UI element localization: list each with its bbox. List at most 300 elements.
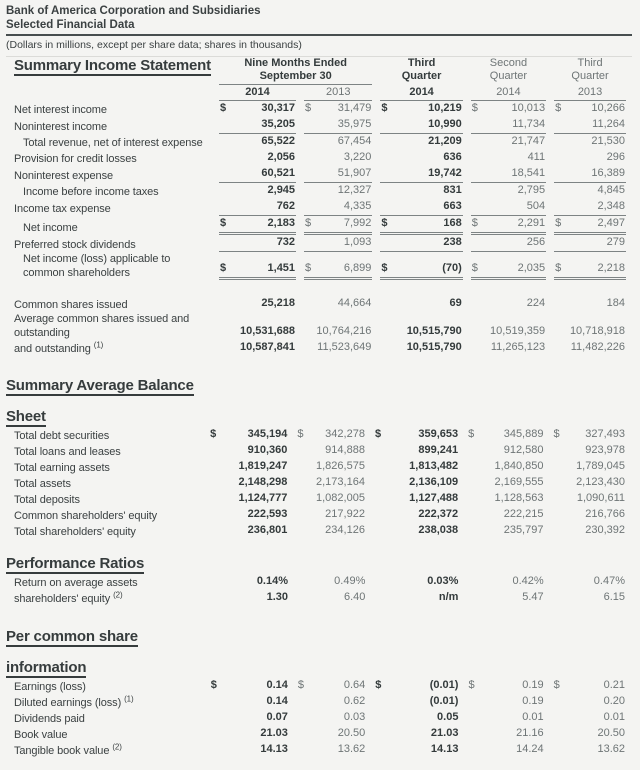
value-cell (467, 507, 544, 523)
year-label: 2013 (325, 86, 351, 98)
value-cell (554, 150, 626, 166)
row-label (14, 696, 202, 710)
value-cell (374, 475, 459, 491)
value-cell (552, 523, 626, 539)
year-label: 2014 (496, 86, 521, 98)
value (380, 101, 462, 117)
value-cell (471, 280, 546, 312)
value-number: 13.62 (597, 743, 625, 755)
value (304, 216, 372, 235)
value (552, 523, 626, 539)
value-number: 222,372 (418, 508, 459, 520)
value (380, 296, 462, 312)
value-cell (304, 340, 372, 356)
row-label (14, 509, 201, 523)
third-quarter-2014-header-line1: Third (407, 57, 436, 69)
value-cell (304, 199, 372, 216)
value-cell (554, 101, 626, 117)
row-label-cell (14, 694, 202, 710)
row-label-cell (14, 150, 211, 166)
row-label-line1: Total debt securities (14, 430, 110, 442)
value-cell (219, 117, 296, 134)
dollar-sign: $ (219, 217, 227, 229)
value (374, 726, 459, 742)
row-label (14, 445, 201, 459)
row-label-cell (14, 312, 211, 340)
row-label-line1: Total earning assets (14, 462, 110, 474)
section-heading-text: Sheet (6, 408, 46, 425)
value (209, 443, 288, 459)
second-quarter-2014-header-line2: Quarter (489, 70, 528, 82)
value (554, 296, 626, 312)
value-cell (380, 280, 462, 312)
value-cell (471, 150, 546, 166)
value (304, 117, 372, 134)
value-number: 20.50 (597, 727, 625, 739)
dollar-sign: $ (219, 102, 227, 114)
value-number: 69 (449, 297, 462, 309)
third-quarter-2014-header-cell (380, 57, 462, 85)
table-row (14, 216, 626, 235)
value (554, 150, 626, 166)
footnote-marker: (2) (113, 590, 123, 600)
value (471, 166, 546, 183)
row-label-line1: Common shares issued (14, 299, 128, 311)
value-cell (471, 216, 546, 235)
third-quarter-2013-header-cell (554, 57, 626, 85)
row-label-cell (14, 459, 201, 475)
value-cell (554, 134, 626, 150)
value-number: 1,127,488 (409, 492, 459, 504)
value-cell (374, 726, 459, 742)
row-label-cell (14, 523, 201, 539)
value (554, 324, 626, 340)
value-cell (471, 166, 546, 183)
value-cell (296, 459, 366, 475)
section-heading-text: Performance Ratios (6, 555, 145, 572)
value-cell (467, 491, 544, 507)
value-cell (374, 678, 459, 694)
value-number: 4,845 (597, 184, 625, 196)
value-cell (219, 150, 296, 166)
value-number: 2,123,430 (576, 476, 625, 488)
value-cell (554, 280, 626, 312)
value-number: 10,219 (428, 102, 462, 114)
table-row (14, 150, 626, 166)
section-heading-summary-income-statement (14, 57, 211, 76)
value (380, 183, 462, 199)
value (553, 742, 626, 758)
value (467, 523, 544, 539)
value-number: 30,317 (261, 102, 296, 114)
value-number: 21,747 (511, 135, 546, 147)
value (296, 475, 366, 491)
table-row (14, 590, 626, 606)
value-number: 222,215 (503, 508, 544, 520)
value-number: 2,056 (267, 151, 296, 163)
value-number: 327,493 (585, 428, 625, 440)
value-cell (554, 166, 626, 183)
value (219, 117, 296, 134)
value-number: 10,764,216 (316, 325, 372, 337)
value-cell (553, 694, 626, 710)
dollar-sign: $ (553, 428, 560, 440)
value (554, 166, 626, 183)
section-heading-text: information (6, 659, 87, 676)
value (552, 475, 626, 491)
row-label-line1: Noninterest expense (14, 170, 113, 182)
value (471, 235, 546, 252)
row-label-cell (14, 166, 211, 183)
value (304, 101, 372, 117)
row-label (14, 461, 201, 475)
value (209, 491, 288, 507)
value-cell (554, 117, 626, 134)
value-cell (554, 199, 626, 216)
value-cell (219, 235, 296, 252)
value (471, 150, 546, 166)
value (374, 475, 459, 491)
value-number: 11,734 (512, 118, 546, 130)
value (374, 523, 459, 539)
row-label-line1: Net income (loss) applicable to (23, 253, 171, 265)
table-row (14, 427, 626, 443)
value-cell (210, 678, 289, 694)
value (467, 694, 544, 710)
section-heading-text: Per common share (6, 628, 138, 645)
value-number: 51,907 (337, 167, 372, 179)
value-number: 0.47% (593, 575, 625, 587)
value (304, 296, 372, 312)
value-number: 279 (606, 236, 625, 248)
value-cell (554, 340, 626, 356)
dollar-sign: $ (471, 217, 478, 229)
dollar-sign: $ (305, 102, 312, 114)
section-heading-line (6, 555, 634, 574)
value-number: 10,013 (511, 102, 546, 114)
value (296, 427, 366, 443)
table-row (14, 199, 626, 216)
value-number: 16,389 (591, 167, 625, 179)
value-number: 0.20 (603, 695, 625, 707)
value (210, 590, 289, 606)
dollar-sign: $ (297, 679, 305, 691)
value-number: 4,335 (343, 200, 372, 212)
value (304, 183, 372, 199)
column-header-row (14, 57, 626, 85)
value-number: 18,541 (511, 167, 546, 179)
value (467, 427, 544, 443)
value-cell (471, 117, 546, 134)
value (553, 710, 626, 726)
row-label (14, 312, 211, 340)
value-number: 235,797 (503, 524, 544, 536)
value (209, 475, 288, 491)
value-number: 296 (606, 151, 625, 163)
value-number: 11,265,123 (490, 341, 546, 353)
value-cell (552, 507, 626, 523)
row-label-cell (14, 183, 211, 199)
value-cell (553, 742, 626, 758)
value-cell (553, 710, 626, 726)
table-row (14, 742, 626, 758)
value-cell (374, 590, 459, 606)
value (209, 507, 288, 523)
value (297, 726, 366, 742)
summary-income-statement-table (6, 57, 634, 356)
table-row (14, 235, 626, 252)
value-number: 11,482,226 (570, 341, 625, 353)
value (210, 742, 289, 758)
value-number: 2,218 (597, 262, 625, 274)
value-number: 230,392 (585, 524, 625, 536)
value-cell (219, 183, 296, 199)
value-cell (296, 491, 366, 507)
value-cell (380, 252, 462, 280)
per-common-share-information-table (6, 678, 634, 758)
value (467, 742, 544, 758)
value-number: n/m (438, 591, 459, 603)
value-number: 0.07 (266, 711, 288, 723)
value-cell (553, 726, 626, 742)
value-cell (380, 134, 462, 150)
dollar-sign: $ (297, 428, 304, 440)
value (209, 523, 288, 539)
row-label-line2: and outstanding (14, 343, 91, 355)
row-label (14, 712, 202, 726)
value-number: 35,975 (337, 118, 372, 130)
value-cell (304, 117, 372, 134)
value-cell (297, 726, 366, 742)
value (296, 459, 366, 475)
value-cell (471, 199, 546, 216)
value-cell (467, 475, 544, 491)
value-cell (297, 678, 366, 694)
row-label (14, 728, 202, 742)
value-cell (467, 710, 544, 726)
value (471, 261, 546, 280)
value-cell (209, 427, 288, 443)
value-number: 663 (443, 200, 462, 212)
report-title-line1: Bank of America Corporation and Subsidiaries (6, 5, 261, 17)
value-cell (209, 523, 288, 539)
value-cell (380, 101, 462, 117)
value-cell (467, 459, 544, 475)
row-label (14, 493, 201, 507)
row-label (14, 202, 211, 216)
summary-average-balance-sheet-table (6, 427, 634, 539)
row-label-cell (14, 507, 201, 523)
value-cell (210, 574, 289, 590)
value-cell (380, 216, 462, 235)
value (297, 694, 366, 710)
value-number: 20.50 (337, 727, 366, 739)
value (553, 694, 626, 710)
value-number: 0.21 (603, 679, 625, 691)
table-row (14, 340, 626, 356)
value-number: 35,205 (261, 118, 296, 130)
value (219, 134, 296, 150)
value-cell (374, 443, 459, 459)
section-heading-text: Summary Average Balance (6, 377, 194, 394)
section-heading-line (6, 377, 634, 396)
row-label-cell (14, 742, 202, 758)
row-label-line2: outstanding (14, 327, 70, 339)
value-cell (374, 694, 459, 710)
value (554, 235, 626, 252)
value-number: 7,992 (343, 217, 372, 229)
value-cell (380, 235, 462, 252)
value-cell (380, 150, 462, 166)
value-cell (304, 150, 372, 166)
value-cell (304, 183, 372, 199)
value-cell (374, 574, 459, 590)
value-number: 0.42% (512, 575, 544, 587)
value-cell (554, 183, 626, 199)
value (380, 261, 462, 280)
table-row (14, 523, 626, 539)
row-label-line1: Average common shares issued and (14, 313, 190, 325)
value-number: 6.40 (343, 591, 366, 603)
table-row (14, 459, 626, 475)
row-label-line1: Earnings (loss) (14, 681, 86, 693)
row-label-line1: Tangible book value (14, 745, 110, 757)
dollar-sign: $ (553, 679, 560, 691)
value-number: 2,035 (517, 262, 546, 274)
value-number: 217,922 (325, 508, 365, 520)
value-number: 44,664 (337, 297, 372, 309)
year-header-cell (304, 85, 372, 101)
value-cell (467, 694, 544, 710)
value-cell (554, 235, 626, 252)
value-number: 504 (526, 200, 546, 212)
value (553, 590, 626, 606)
value-number: 345,889 (503, 428, 544, 440)
year-header-cell (554, 85, 626, 101)
dollar-sign: $ (375, 679, 382, 691)
value (467, 459, 544, 475)
dollar-sign: $ (471, 262, 478, 274)
row-label-cell (14, 252, 211, 280)
report-title-line2: Selected Financial Data (6, 19, 135, 31)
value-number: 1,826,575 (316, 460, 365, 472)
value-number: 25,218 (261, 297, 296, 309)
value-number: 345,194 (247, 428, 288, 440)
value-number: 14.13 (260, 743, 288, 755)
row-label-line1: Book value (14, 729, 68, 741)
section-heading-cell (14, 57, 211, 85)
value-number: 14.24 (516, 743, 544, 755)
value-number: 236,801 (247, 524, 288, 536)
value-number: 10,519,359 (490, 325, 546, 337)
value-number: 10,531,688 (239, 325, 296, 337)
value-number: 0.03% (427, 575, 459, 587)
row-label-line1: Return on average assets (14, 577, 138, 589)
value-cell (374, 491, 459, 507)
year-label: 2014 (409, 86, 434, 98)
table-row (14, 710, 626, 726)
dollar-sign: $ (555, 262, 562, 274)
value-cell (219, 101, 296, 117)
row-label-line2: shareholders' equity (14, 593, 111, 605)
row-label-line1: Diluted earnings (loss) (14, 697, 122, 709)
value (467, 443, 544, 459)
row-label-line1: Net income (23, 222, 78, 234)
value-number: 0.14 (266, 695, 288, 707)
value (219, 235, 296, 252)
value-cell (219, 199, 296, 216)
dollar-sign: $ (555, 217, 562, 229)
row-label-line1: Total loans and leases (14, 446, 121, 458)
row-label-cell (14, 134, 211, 150)
value-cell (471, 252, 546, 280)
value-cell (304, 280, 372, 312)
value (467, 726, 544, 742)
value-cell (552, 491, 626, 507)
section-heading-line (14, 57, 211, 76)
value (553, 726, 626, 742)
value-number: 914,888 (325, 444, 365, 456)
value-cell (552, 459, 626, 475)
value-number: 65,522 (261, 135, 296, 147)
row-label (14, 136, 211, 150)
value-number: 0.64 (343, 679, 366, 691)
row-label-cell (14, 590, 202, 606)
value-cell (467, 427, 544, 443)
value (296, 523, 366, 539)
value-number: 21.03 (430, 727, 459, 739)
table-row (14, 117, 626, 134)
value-cell (209, 491, 288, 507)
value-cell (304, 252, 372, 280)
value (554, 183, 626, 199)
value (467, 475, 544, 491)
table-row (14, 694, 626, 710)
table-row (14, 134, 626, 150)
value-cell (552, 427, 626, 443)
value-number: 2,291 (517, 217, 546, 229)
value (471, 324, 546, 340)
value-cell (219, 280, 296, 312)
table-row (14, 475, 626, 491)
row-label-cell (14, 427, 201, 443)
report-body (6, 57, 634, 758)
value (554, 101, 626, 117)
value-number: 0.01 (603, 711, 625, 723)
value-cell (374, 523, 459, 539)
value (552, 459, 626, 475)
value (304, 150, 372, 166)
value-number: 2,148,298 (238, 476, 288, 488)
value (380, 216, 462, 235)
table-row (14, 166, 626, 183)
value-number: 1,451 (267, 262, 296, 274)
value (304, 340, 372, 356)
row-label-cell (14, 280, 211, 312)
value-number: 21.03 (260, 727, 288, 739)
value-cell (553, 590, 626, 606)
dollar-sign: $ (210, 679, 217, 691)
value (210, 678, 289, 694)
value-cell (554, 312, 626, 340)
value-cell (380, 183, 462, 199)
value-cell (210, 590, 289, 606)
value (467, 678, 544, 694)
value-number: 2,795 (517, 184, 546, 196)
value-cell (304, 312, 372, 340)
value (219, 183, 296, 199)
value (471, 101, 546, 117)
